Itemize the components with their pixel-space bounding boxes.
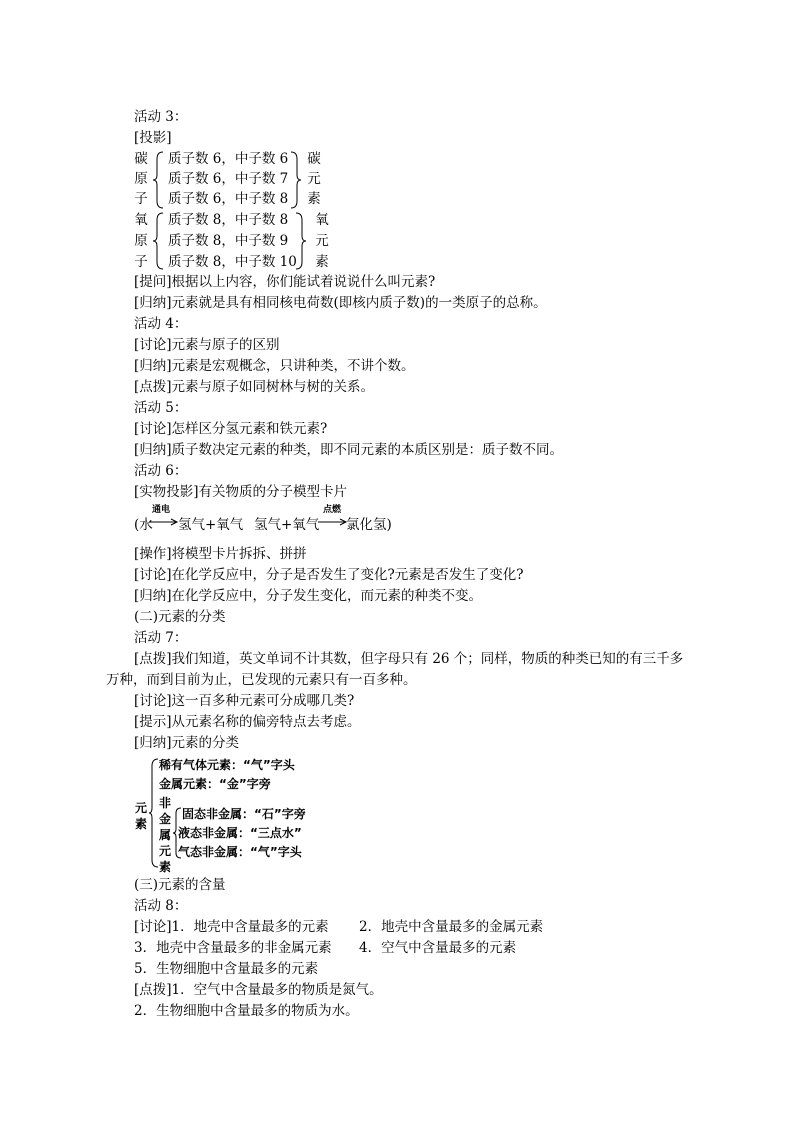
condition-electrolysis: 通电 — [152, 505, 171, 515]
activity-5-heading: 活动 5： — [134, 400, 188, 416]
hint-text: [提示]从元素名称的偏旁特点去考虑。 — [134, 714, 361, 730]
tip-3-line-1: [点拨]1．空气中含量最多的物质是氮气。 — [134, 982, 383, 998]
discussion-5-item-2: 2．地壳中含量最多的金属元素 — [359, 919, 544, 935]
oxygen-element-2: 元 — [315, 233, 329, 249]
carbon-left-brace — [152, 151, 166, 209]
oxygen-row-1: 质子数 8，中子数 8 — [168, 212, 289, 228]
nonmetal-char-4: 元 — [159, 844, 172, 858]
summary-4: [归纳]在化学反应中，分子发生变化，而元素的种类不变。 — [134, 588, 483, 604]
oxygen-label-2: 原 — [134, 233, 148, 249]
operation-text: [操作]将模型卡片拆拆、拼拼 — [134, 546, 307, 562]
discussion-4: [讨论]这一百多种元素可分成哪几类? — [134, 693, 355, 709]
reactants-2: 氢气+氧气 — [254, 517, 320, 533]
tip-2-line-2: 万种，而到目前为止，已发现的元素只有一百多种。 — [106, 672, 417, 688]
oxygen-left-brace — [152, 212, 166, 270]
products-2: 氯化氢) — [346, 517, 392, 533]
carbon-row-2: 质子数 6，中子数 7 — [168, 171, 289, 187]
nonmetal-char-1: 非 — [159, 796, 172, 810]
products-1: 氢气+氧气 — [178, 517, 244, 533]
carbon-element-1: 碳 — [307, 151, 321, 167]
activity-3-heading: 活动 3： — [134, 109, 188, 125]
oxygen-label-3: 子 — [134, 254, 148, 270]
summary-3: [归纳]质子数决定元素的种类，即不同元素的本质区别是：质子数不同。 — [134, 442, 564, 458]
oxygen-right-brace — [294, 212, 308, 270]
discussion-5-item-1: [讨论]1．地壳中含量最多的元素 — [134, 919, 329, 935]
nonmetal-char-3: 属 — [159, 828, 172, 842]
class-root-2: 素 — [135, 817, 148, 831]
oxygen-element-3: 素 — [315, 254, 329, 270]
reaction-arrow-1 — [149, 518, 179, 526]
nonmetal-char-5: 素 — [159, 860, 172, 874]
activity-6-heading: 活动 6： — [134, 463, 188, 479]
carbon-row-1: 质子数 6，中子数 6 — [168, 151, 289, 167]
discussion-5-item-3: 3．地壳中含量最多的非金属元素 — [134, 940, 332, 956]
oxygen-element-1: 氧 — [315, 212, 329, 228]
class-item-metal: 金属元素：“金”字旁 — [159, 777, 271, 791]
class-sub-solid: 固态非金属：“石”字旁 — [182, 807, 306, 821]
condition-ignition: 点燃 — [323, 505, 342, 515]
tip-3-line-2: 2．生物细胞中含量最多的物质为水。 — [134, 1003, 359, 1019]
class-root-1: 元 — [135, 801, 148, 815]
discussion-2: [讨论]怎样区分氢元素和铁元素? — [134, 421, 328, 437]
activity-7-heading: 活动 7： — [134, 630, 188, 646]
equation-open: (水 — [134, 517, 153, 533]
discussion-5-item-4: 4．空气中含量最多的元素 — [359, 940, 517, 956]
activity-4-heading: 活动 4： — [134, 316, 188, 332]
summary-5: [归纳]元素的分类 — [134, 735, 240, 751]
question-text: [提问]根据以上内容，你们能试着说说什么叫元素? — [134, 274, 436, 290]
oxygen-row-2: 质子数 8，中子数 9 — [168, 233, 289, 249]
discussion-1: [讨论]元素与原子的区别 — [134, 337, 280, 353]
section-2-heading: (二)元素的分类 — [134, 609, 226, 625]
carbon-right-brace — [289, 151, 303, 209]
carbon-label-2: 原 — [134, 171, 148, 187]
class-sub-gas: 气态非金属：“气”字头 — [178, 845, 302, 859]
reaction-arrow-2 — [318, 518, 348, 526]
carbon-element-3: 素 — [307, 191, 321, 207]
section-3-heading: (三)元素的含量 — [134, 877, 226, 893]
class-item-noble-gas: 稀有气体元素：“气”字头 — [159, 758, 295, 772]
oxygen-row-3: 质子数 8，中子数 10 — [168, 254, 297, 270]
carbon-element-2: 元 — [307, 171, 321, 187]
summary-2: [归纳]元素是宏观概念，只讲种类，不讲个数。 — [134, 358, 415, 374]
real-projection: [实物投影]有关物质的分子模型卡片 — [134, 484, 348, 500]
carbon-label-1: 碳 — [134, 151, 148, 167]
activity-8-heading: 活动 8： — [134, 898, 188, 914]
oxygen-label-1: 氧 — [134, 212, 148, 228]
nonmetal-char-2: 金 — [159, 812, 172, 826]
discussion-5-item-5: 5．生物细胞中含量最多的元素 — [134, 961, 319, 977]
projection-label: [投影] — [134, 130, 172, 146]
tip-1: [点拨]元素与原子如同树林与树的关系。 — [134, 379, 375, 395]
carbon-label-3: 子 — [134, 191, 148, 207]
tip-2-line-1: [点拨]我们知道，英文单词不计其数，但字母只有 26 个；同样，物质的种类已知的有三千多 — [134, 651, 684, 667]
carbon-row-3: 质子数 6，中子数 8 — [168, 191, 289, 207]
summary-1: [归纳]元素就是具有相同核电荷数(即核内质子数)的一类原子的总称。 — [134, 295, 547, 311]
discussion-3: [讨论]在化学反应中，分子是否发生了变化?元素是否发生了变化? — [134, 567, 524, 583]
class-sub-liquid: 液态非金属：“三点水” — [178, 826, 302, 840]
